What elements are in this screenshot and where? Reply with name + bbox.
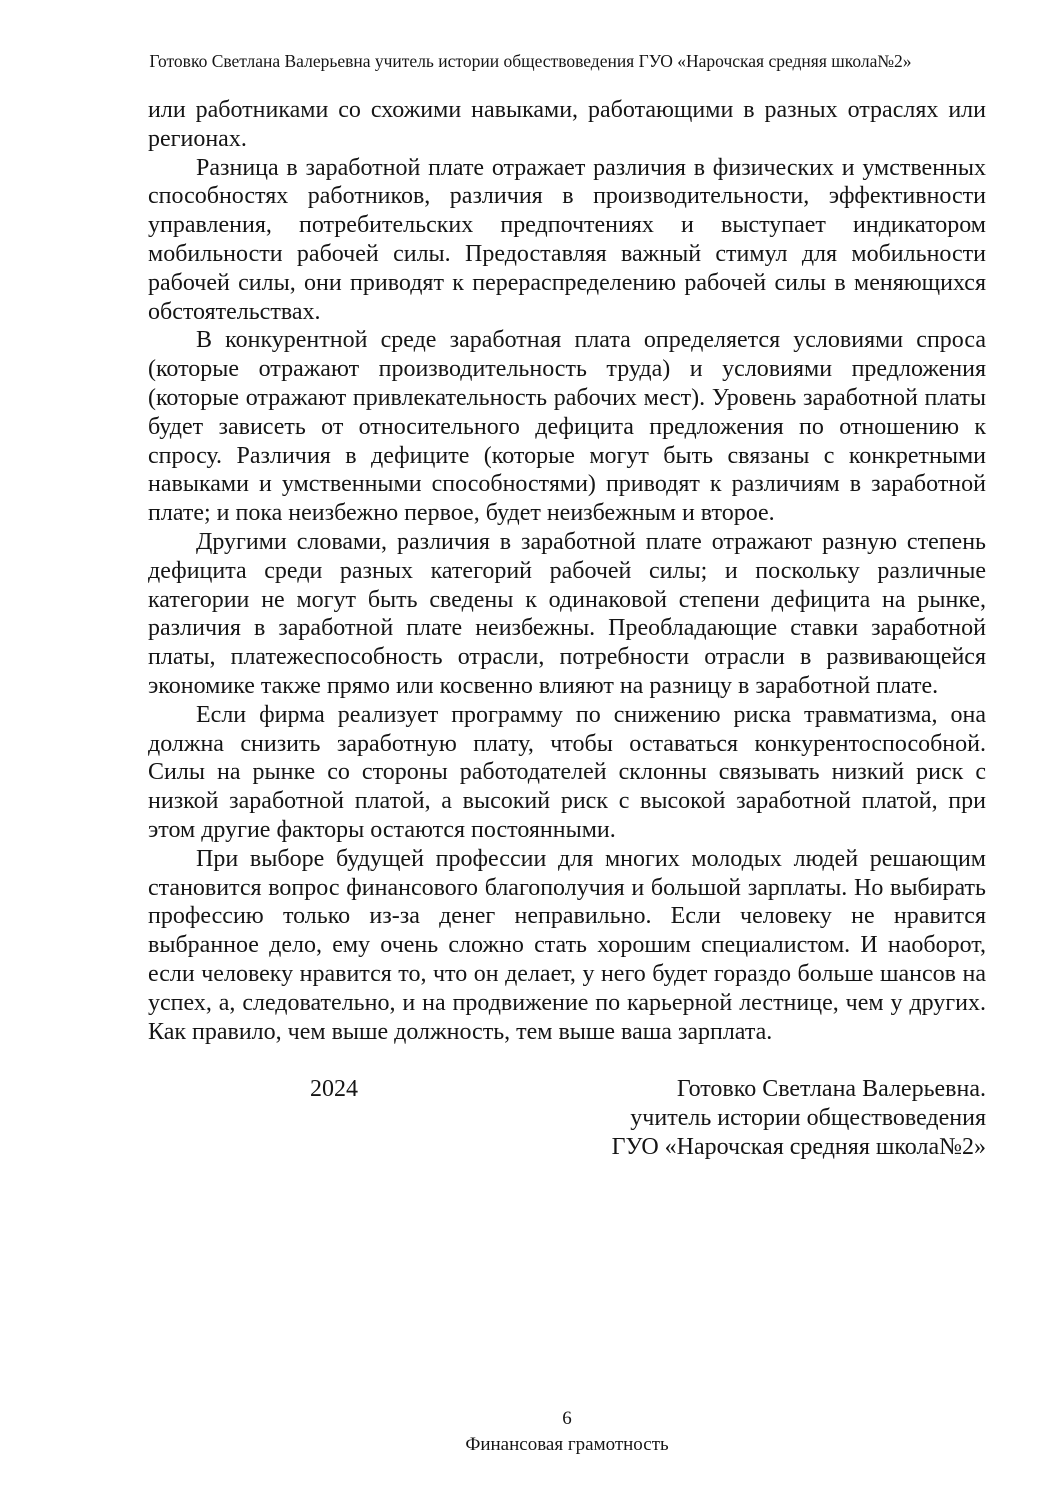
signature-year: 2024 [310,1076,358,1103]
paragraph: Другими словами, различия в заработной плате отражают разную степень дефицита среди разных категорий рабочей силы; и поскольку различные категории не могут быть сведены к одинаковой степени дефицита на рынке, различия в заработной плате неизбежны. Преобладающие ставки заработной платы, платежеспособность отрасли, потребности отрасли в развивающейся экономике также прямо или косвенно влияют на разницу в заработной плате. [148,528,986,699]
page-number: 6 [562,1408,572,1429]
signature-author-block [358,1075,986,1161]
footer-title: Финансовая грамотность [465,1434,669,1455]
page-header: Готовко Светлана Валерьевна учитель истории обществоведения ГУО «Нарочская средняя школа№2» [149,51,912,71]
signature-author-school: ГУО «Нарочская средняя школа№2» [611,1133,986,1160]
paragraph: Если фирма реализует программу по снижению риска травматизма, она должна снизить заработную плату, чтобы оставаться конкурентоспособной. Силы на рынке со стороны работодателей склонны связывать низкий риск с низкой заработной платой, а высокий риск с высокой заработной платой, при этом другие факторы остаются постоянными. [148,701,986,843]
paragraph-continuation: или работниками со схожими навыками, работающими в разных отраслях или регионах. [148,97,986,152]
signature-author-name: Готовко Светлана Валерьевна. [676,1076,986,1103]
page-footer [148,1406,986,1458]
signature-author-title: учитель истории обществоведения [630,1105,986,1132]
paragraph: В конкурентной среде заработная плата определяется условиями спроса (которые отражают производительность труда) и условиями предложения (которые отражают привлекательность рабочих мест). Уровень заработной платы будет зависеть от относительного дефицита предложения по отношению к спросу. Различия в дефиците (которые могут быть связаны с конкретными навыками и умственными способностями) приводят к различиям в заработной плате; и пока неизбежно первое, будет неизбежным и второе. [148,327,986,527]
signature-block [148,1075,986,1161]
paragraph: Разница в заработной плате отражает различия в физических и умственных способностях работников, различия в производительности, эффективности управления, потребительских предпочтениях и выступает индикатором мобильности рабочей силы. Предоставляя важный стимул для мобильности рабочей силы, они приводят к перераспределению рабочей силы в меняющихся обстоятельствах. [148,154,986,325]
paragraph: При выборе будущей профессии для многих молодых людей решающим становится вопрос финансового благополучия и большой зарплаты. Но выбирать профессию только из-за денег неправильно. Если человеку не нравится выбранное дело, ему очень сложно стать хорошим специалистом. И наоборот, если человеку нравится то, что он делает, у него будет гораздо больше шансов на успех, а, следовательно, и на продвижение по карьерной лестнице, чем у других. Как правило, чем выше должность, тем выше ваша зарплата. [148,845,986,1045]
document-body [148,96,986,1162]
